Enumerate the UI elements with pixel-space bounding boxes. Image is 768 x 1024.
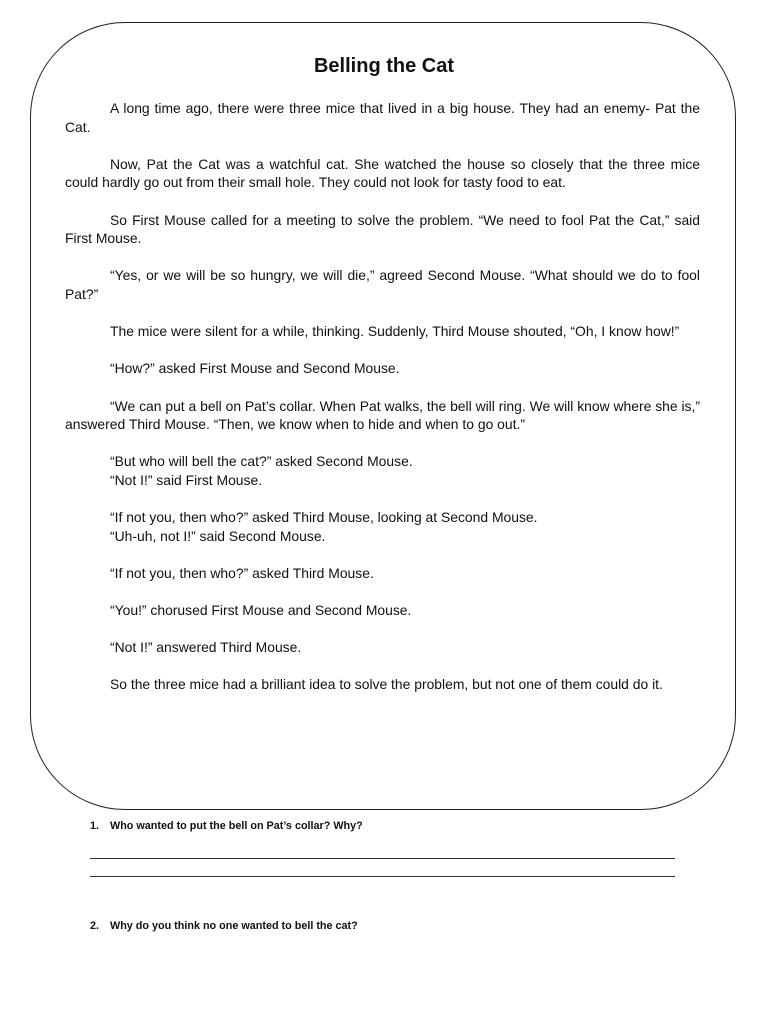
question-text: Who wanted to put the bell on Pat’s collar? Why? <box>110 820 363 832</box>
story-paragraph: “Uh-uh, not I!” said Second Mouse. <box>110 527 326 544</box>
story-paragraph: “We can put a bell on Pat’s collar. When Pat walks, the bell will ring. We will know where she is,” answered Third Mouse. “Then, we know when to hide and when to go out.” <box>65 397 700 433</box>
story-paragraph: The mice were silent for a while, thinking. Suddenly, Third Mouse shouted, “Oh, I know how!” <box>110 323 680 340</box>
story-paragraph: “If not you, then who?” asked Third Mouse. <box>110 564 374 581</box>
question-text: Why do you think no one wanted to bell the cat? <box>110 920 358 932</box>
story-paragraph: “If not you, then who?” asked Third Mouse, looking at Second Mouse. <box>110 509 538 526</box>
story-paragraph: A long time ago, there were three mice that lived in a big house. They had an enemy- Pat the Cat. <box>65 100 700 135</box>
story-paragraph: “Yes, or we will be so hungry, we will die,” agreed Second Mouse. “What should we do to fool Pat?” <box>65 267 700 302</box>
question-1 <box>90 819 363 833</box>
story-paragraph: “Not I!” answered Third Mouse. <box>110 639 302 656</box>
story-paragraph: So the three mice had a brilliant idea to solve the problem, but not one of them could do it. <box>110 676 663 693</box>
story-paragraph: “You!” chorused First Mouse and Second Mouse. <box>110 602 412 619</box>
story-paragraph: “How?” asked First Mouse and Second Mouse. <box>110 360 400 377</box>
question-number: 2. <box>90 920 100 932</box>
question-number: 1. <box>90 820 100 832</box>
story-title: Belling the Cat <box>313 55 454 77</box>
answer-line[interactable] <box>90 858 675 859</box>
story-paragraph: Now, Pat the Cat was a watchful cat. She watched the house so closely that the three mice could hardly go out from their small hole. They could not look for tasty food to eat. <box>65 155 700 191</box>
question-2 <box>90 919 358 933</box>
story-paragraph: So First Mouse called for a meeting to solve the problem. “We need to fool Pat the Cat,” said First Mouse. <box>65 211 700 247</box>
answer-line[interactable] <box>90 876 675 877</box>
story-paragraph: “But who will bell the cat?” asked Second Mouse. <box>110 453 413 470</box>
story-paragraph: “Not I!” said First Mouse. <box>110 471 263 488</box>
